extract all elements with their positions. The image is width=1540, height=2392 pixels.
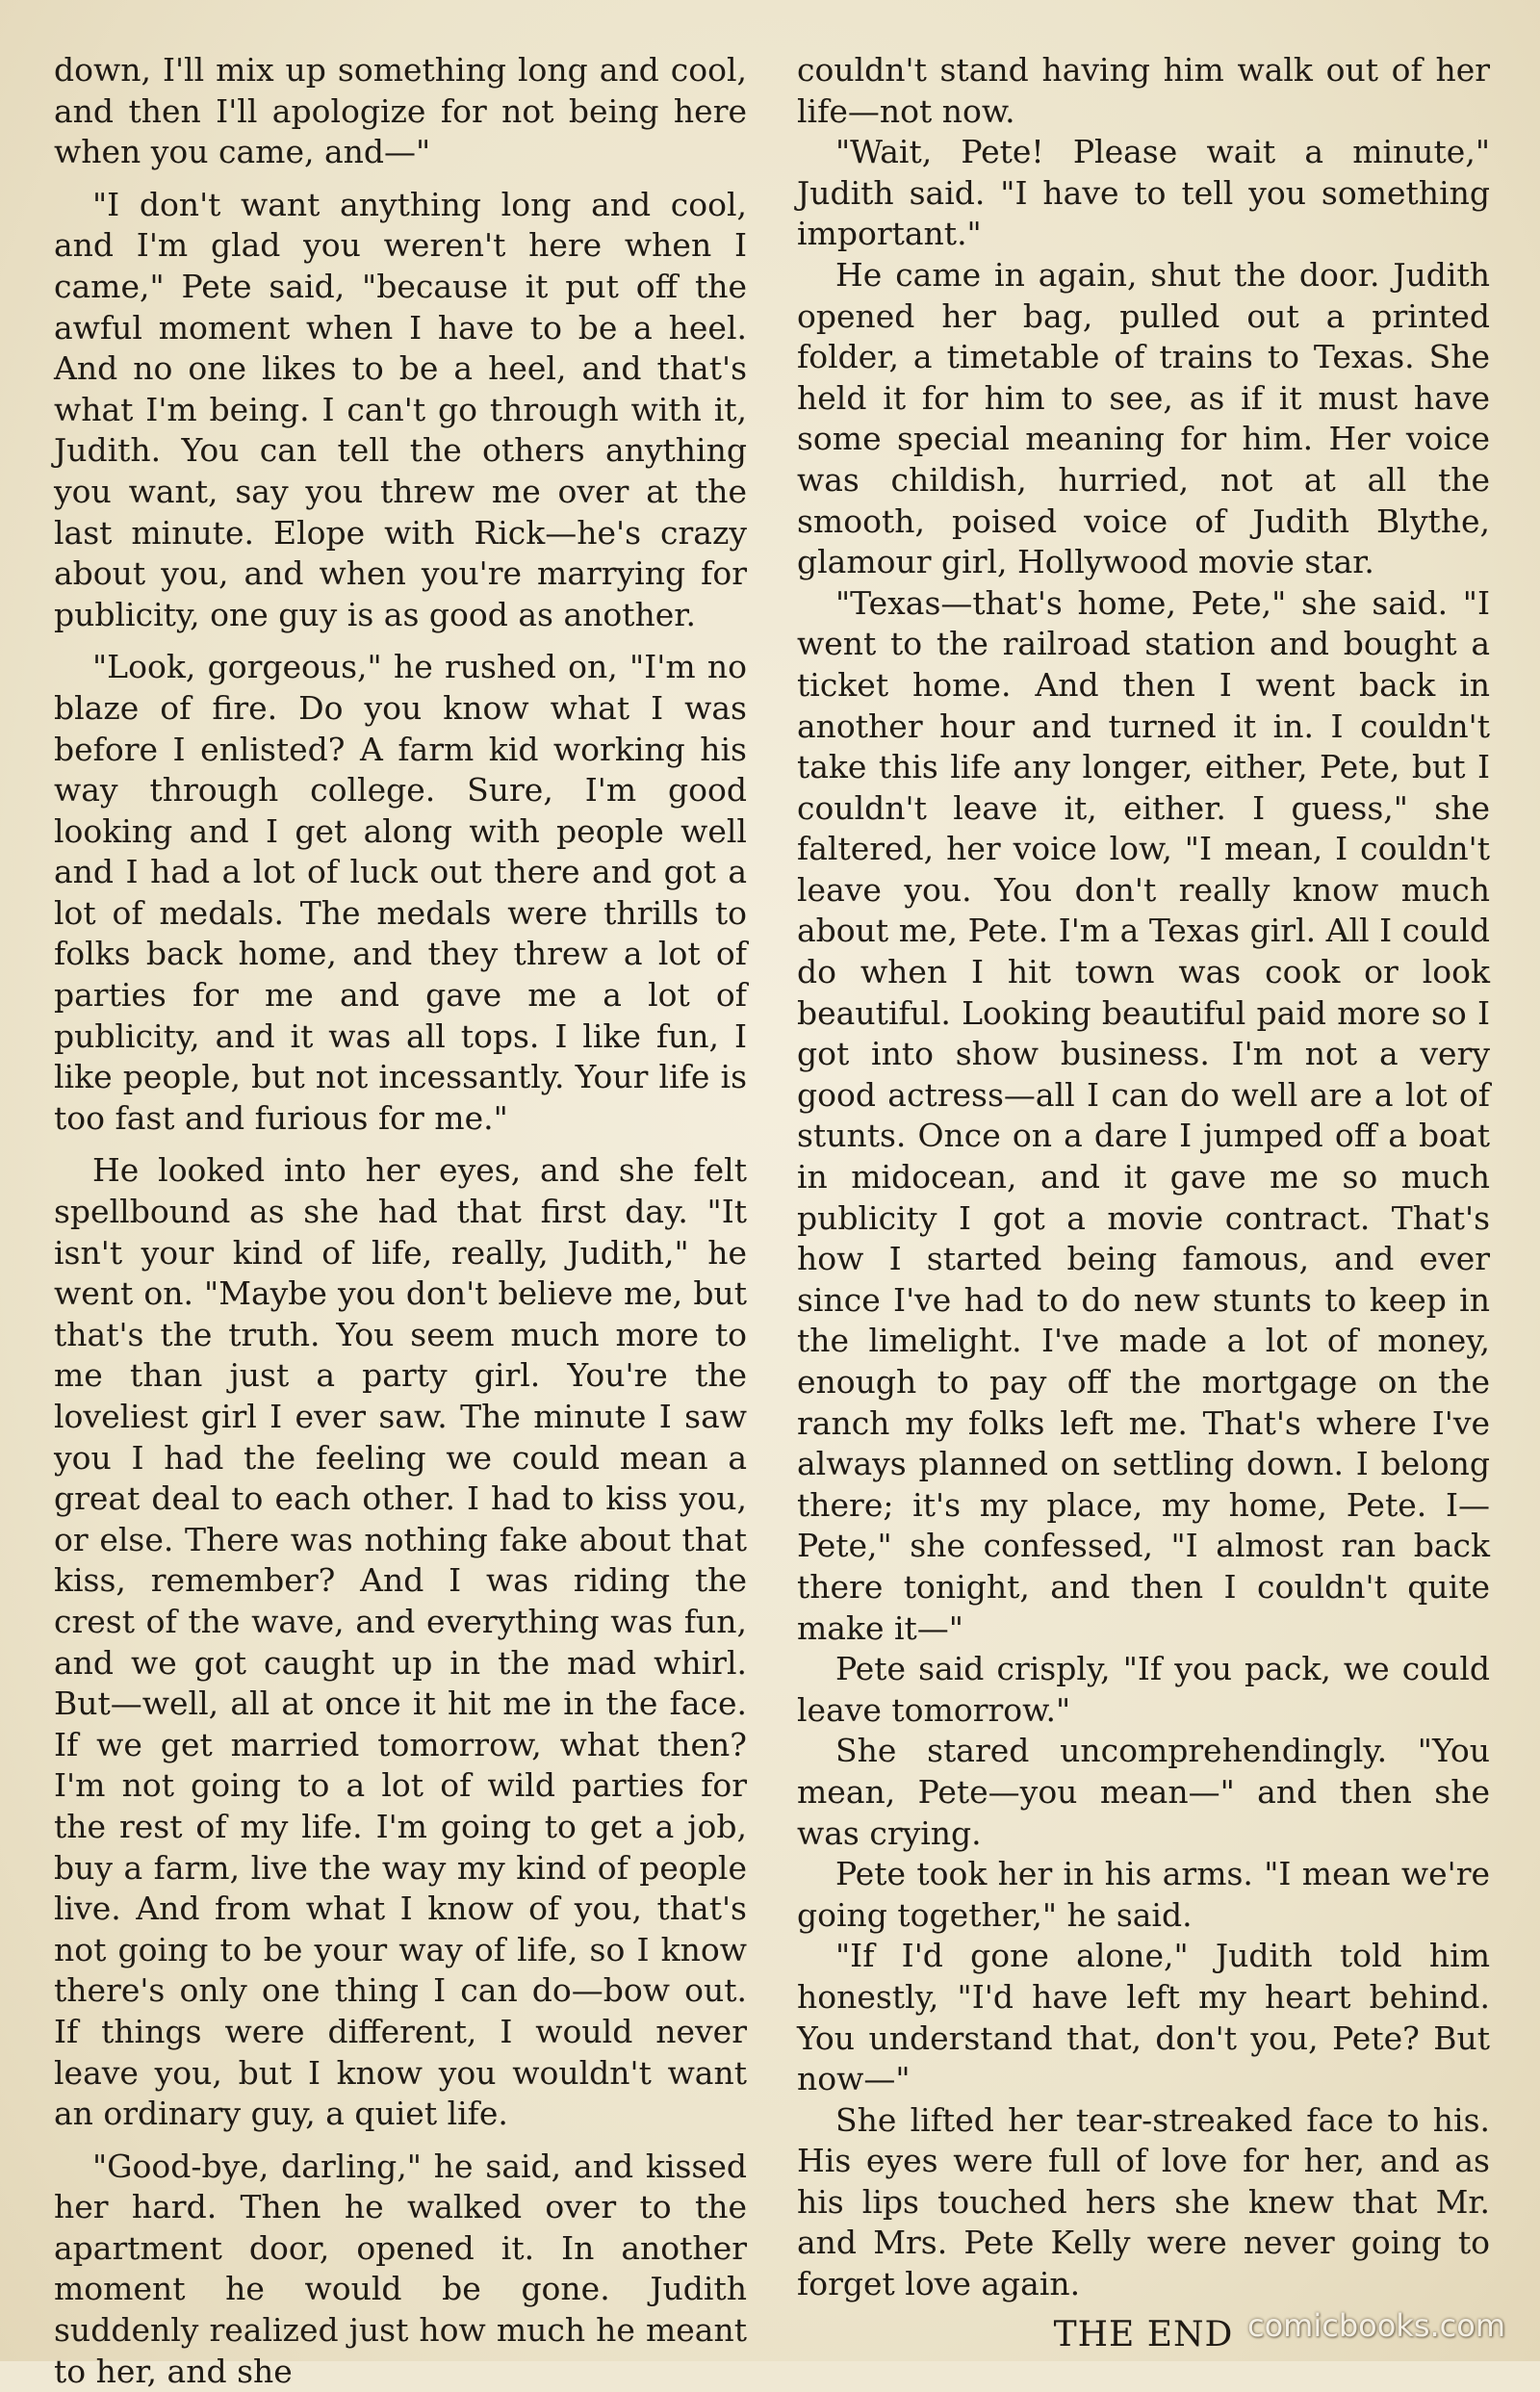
watermark: comicbooks.com [1246,2307,1505,2344]
paragraph: down, I'll mix up something long and cool, and then I'll apologize for not being here when you came, and—" [54,51,747,171]
left-text-column [54,50,747,2392]
paragraph: "Look, gorgeous," he rushed on, "I'm no blaze of fire. Do you know what I was before I enlisted? A farm kid working his way through college. Sure, I'm good looking and I get along with people well and I had a lot of luck out there and got a lot of medals. The medals were thrills to folks back home, and they threw a lot of parties for me and gave me a lot of publicity, and it was all tops. I like fun, I like people, but not incessantly. Your life is too fast and furious for me." [54,648,747,1137]
paragraph: "If I'd gone alone," Judith told him honestly, "I'd have left my heart behind. You understand that, don't you, Pete? But now—" [797,1937,1490,2098]
paragraph: "I don't want anything long and cool, and I'm glad you weren't here when I came," Pete said, "because it put off the awful moment when I have to be a heel. And no one likes to be a heel, and that's what I'm being. I can't go through with it, Judith. You can tell the others anything you want, say you threw me over at the last minute. Elope with Rick—he's crazy about you, and when you're marrying for publicity, one guy is as good as another. [54,185,747,633]
the-end-label: THE END [1053,2314,1234,2354]
right-text-column [797,50,1490,2355]
paragraph: She stared uncomprehendingly. "You mean, Pete—you mean—" and then she was crying. [797,1732,1490,1852]
paragraph: He looked into her eyes, and she felt spellbound as she had that first day. "It isn't your kind of life, really, Judith," he went on. "Maybe you don't believe me, but that's the truth. You seem much more to me than just a party girl. You're the loveliest girl I ever saw. The minute I saw you I had the feeling we could mean a great deal to each other. I had to kiss you, or else. There was nothing fake about that kiss, remember? And I was riding the crest of the wave, and everything was fun, and we got caught up in the mad whirl. But—well, all at once it hit me in the face. If we get married tomorrow, what then? I'm not going to a lot of wild parties for the rest of my life. I'm going to get a job, buy a farm, live the way my kind of people live. And from what I know of you, that's not going to be your way of life, so I know there's only one thing I can do—bow out. If things were different, I would never leave you, but I know you wouldn't want an ordinary guy, a quiet life. [54,1151,747,2133]
paragraph: couldn't stand having him walk out of her life—not now. [797,51,1490,130]
paragraph: "Texas—that's home, Pete," she said. "I went to the railroad station and bought a ticket home. And then I went back in another hour and turned it in. I couldn't take this life any longer, either, Pete, but I couldn't leave it, either. I guess," she faltered, her voice low, "I mean, I couldn't leave you. You don't really know much about me, Pete. I'm a Texas girl. All I could do when I hit town was cook or look beautiful. Looking beautiful paid more so I got into show business. I'm not a very good actress—all I can do well are a lot of stunts. Once on a dare I jumped off a boat in midocean, and it gave me so much publicity I got a movie contract. That's how I started being famous, and ever since I've had to do new stunts to keep in the limelight. I've made a lot of money, enough to pay off the mortgage on the ranch my folks left me. That's where I've always planned on settling down. I belong there; it's my place, my home, Pete. I—Pete," she confessed, "I almost ran back there tonight, and then I couldn't quite make it—" [797,583,1490,1647]
paragraph: Pete said crisply, "If you pack, we could leave tomorrow." [797,1650,1490,1729]
paragraph: "Good-bye, darling," he said, and kissed her hard. Then he walked over to the apartment door, opened it. In another moment he would be gone. Judith suddenly realized just how much he meant to her, and she [54,2147,747,2390]
paragraph: Pete took her in his arms. "I mean we're going together," he said. [797,1855,1490,1934]
paragraph: He came in again, shut the door. Judith opened her bag, pulled out a printed folder, a timetable of trains to Texas. She held it for him to see, as if it must have some special meaning for him. Her voice was childish, hurried, not at all the smooth, poised voice of Judith Blythe, glamour girl, Hollywood movie star. [797,255,1490,581]
paragraph: "Wait, Pete! Please wait a minute," Judith said. "I have to tell you something important." [797,133,1490,253]
paragraph: She lifted her tear-streaked face to his. His eyes were full of love for her, and as his lips touched hers she knew that Mr. and Mrs. Pete Kelly were never going to forget love again. [797,2100,1490,2303]
